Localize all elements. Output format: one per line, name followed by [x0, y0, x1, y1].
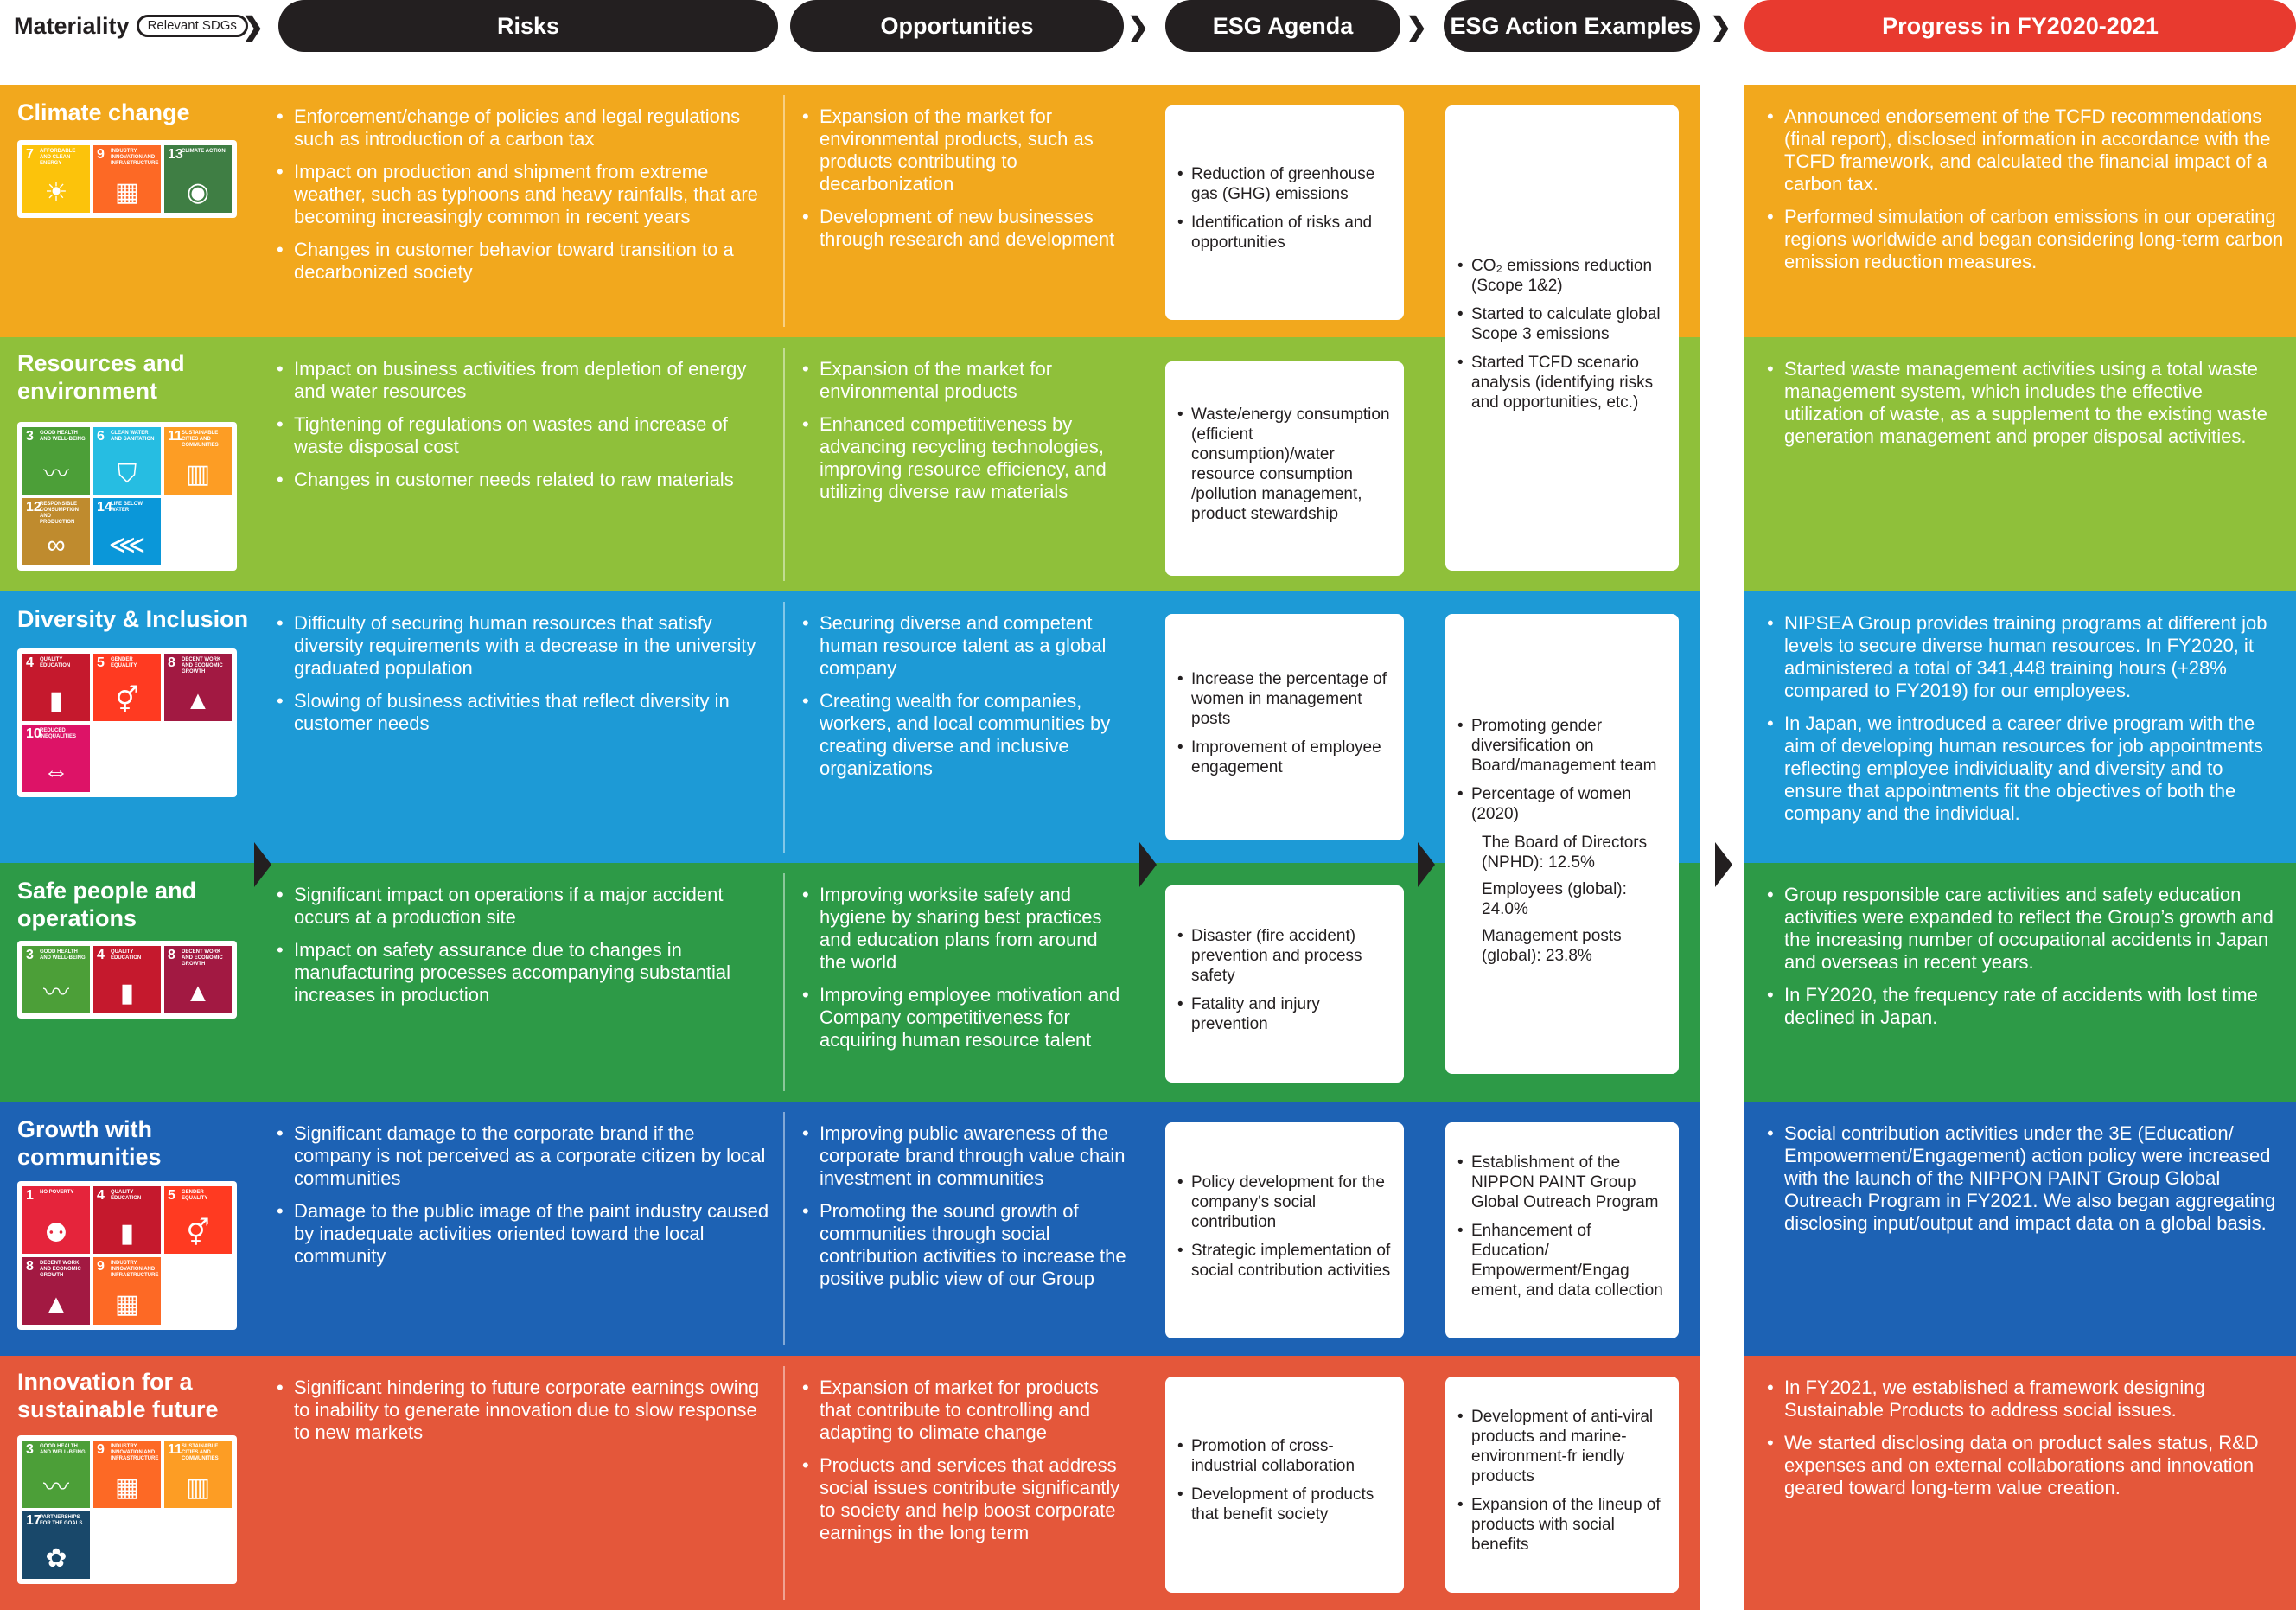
gender-icon: ⚥ — [115, 687, 139, 715]
sdg-icons — [17, 1435, 237, 1584]
risks-list — [275, 1122, 769, 1278]
progress-list — [1765, 1122, 2284, 1245]
progress-list — [1765, 1377, 2284, 1510]
opportunities-list — [800, 1377, 1127, 1555]
risks-list — [275, 884, 769, 1017]
opportunity-item: • Products and services that address social issues contribute significantly to society and help boost corporate earnings in the long term — [800, 1454, 1127, 1544]
agenda-item: • Fatality and injury prevention — [1177, 994, 1392, 1034]
column-separator — [783, 1366, 785, 1600]
sdg-number: 8 — [168, 948, 175, 962]
sdg-number: 3 — [26, 948, 34, 962]
sdg-number: 8 — [26, 1259, 34, 1274]
opportunities-list — [800, 884, 1127, 1062]
sdg-number: 5 — [97, 655, 105, 670]
sdg-goal-14-icon — [93, 498, 161, 565]
risk-item: • Slowing of business activities that reflect diversity in customer needs — [275, 690, 769, 735]
sdg-goal-3-icon — [22, 1441, 90, 1508]
sdg-goal-6-icon — [93, 427, 161, 495]
sdg-label: SUSTAINABLE CITIES AND COMMUNITIES — [182, 431, 219, 448]
relevant-sdgs-pill: Relevant SDGs — [137, 15, 248, 37]
chevron-right-icon: ❯ — [1406, 13, 1428, 42]
esg-examples-environment-card — [1445, 105, 1679, 571]
esg-examples-header: ESG Action Examples — [1444, 0, 1700, 52]
chevron-right-icon: ❯ — [1127, 13, 1150, 42]
sdg-goal-9-icon — [93, 1441, 161, 1508]
risks-header: Risks — [278, 0, 778, 52]
sdg-goal-8-icon — [164, 654, 232, 721]
example-item: • Development of anti-viral products and marine-environment-fr iendly products — [1457, 1407, 1667, 1486]
chevron-right-icon: ❯ — [242, 13, 265, 42]
sdg-label: QUALITY EDUCATION — [111, 1190, 142, 1201]
risk-item: • Significant damage to the corporate brand if the company is not perceived as a corporate citizen by local communities — [275, 1122, 769, 1190]
sdg-goal-11-icon — [164, 427, 232, 495]
sdg-goal-4-icon — [22, 654, 90, 721]
flower-icon: ✿ — [45, 1544, 67, 1573]
sdg-icons — [17, 941, 237, 1019]
materiality-title: Resources and environment — [17, 350, 185, 404]
esg-agenda-card — [1165, 885, 1404, 1083]
risks-list — [275, 358, 769, 502]
sdg-label: GENDER EQUALITY — [182, 1190, 208, 1201]
sdg-goal-9-icon — [93, 145, 161, 213]
example-item: • Percentage of women (2020) — [1457, 784, 1667, 824]
book-icon: ▮ — [119, 1219, 135, 1248]
agenda-item: • Reduction of greenhouse gas (GHG) emissions — [1177, 164, 1392, 204]
progress-item: • We started disclosing data on product sales status, R&D expenses and on external collaborations and innovation geared toward long-term value creation. — [1765, 1432, 2284, 1499]
cubes-icon: ▦ — [114, 178, 140, 207]
materiality-row — [0, 1102, 1700, 1356]
sdg-label: AFFORDABLE AND CLEAN ENERGY — [40, 149, 76, 166]
sdg-number: 7 — [26, 147, 34, 162]
sdg-goal-11-icon — [164, 1441, 232, 1508]
risks-list — [275, 612, 769, 745]
sdg-number: 8 — [168, 655, 175, 670]
example-item: • Started TCFD scenario analysis (identifying risks and opportunities, etc.) — [1457, 353, 1667, 412]
sdg-number: 14 — [97, 500, 112, 514]
progress-row — [1744, 1356, 2296, 1610]
example-item: • Enhancement of Education/ Empowerment/Engag ement, and data collection — [1457, 1221, 1667, 1300]
materiality-row — [0, 1356, 1700, 1610]
risk-item: • Difficulty of securing human resources that satisfy diversity requirements with a decrease in the university graduated population — [275, 612, 769, 680]
infinity-icon: ∞ — [47, 531, 66, 559]
cubes-icon: ▦ — [114, 1473, 140, 1502]
city-icon: ▥ — [185, 460, 211, 489]
water-drop-icon: ⛉ — [117, 460, 137, 489]
sdg-label: GOOD HEALTH AND WELL-BEING — [40, 431, 86, 442]
sdg-goal-17-icon — [22, 1511, 90, 1579]
sdg-goal-4-icon — [93, 1186, 161, 1254]
materiality-title: Innovation for a sustainable future — [17, 1369, 219, 1422]
sdg-label: REDUCED INEQUALITIES — [40, 728, 77, 739]
opportunity-item: • Expansion of the market for environmental products, such as products contributing to decarbonization — [800, 105, 1127, 195]
sdg-goal-3-icon — [22, 946, 90, 1013]
agenda-item: • Identification of risks and opportunities — [1177, 213, 1392, 252]
materiality-label: Materiality — [14, 12, 130, 39]
sdg-label: SUSTAINABLE CITIES AND COMMUNITIES — [182, 1444, 219, 1461]
sdg-goal-7-icon — [22, 145, 90, 213]
agenda-item: • Strategic implementation of social contribution activities — [1177, 1241, 1392, 1281]
sdg-number: 13 — [168, 147, 183, 162]
progress-row — [1744, 591, 2296, 863]
sdg-goal-12-icon — [22, 498, 90, 565]
risk-item: • Significant impact on operations if a major accident occurs at a production site — [275, 884, 769, 929]
opportunities-list — [800, 105, 1127, 261]
example-item: • CO₂ emissions reduction (Scope 1&2) — [1457, 256, 1667, 296]
opportunity-item: • Securing diverse and competent human resource talent as a global company — [800, 612, 1127, 680]
book-icon: ▮ — [119, 979, 135, 1007]
arrow-right-icon — [254, 842, 271, 887]
sdg-label: CLIMATE ACTION — [182, 149, 226, 154]
sdg-number: 4 — [26, 655, 34, 670]
opportunity-item: • Promoting the sound growth of communities through social contribution activities to increase the positive public view of our Group — [800, 1200, 1127, 1290]
esg-agenda-card — [1165, 1377, 1404, 1593]
opportunity-item: • Creating wealth for companies, workers, and local communities by creating diverse and inclusive organizations — [800, 690, 1127, 780]
risk-item: • Impact on production and shipment from extreme weather, such as typhoons and heavy rainfalls, that are becoming increasingly common in recent years — [275, 161, 769, 228]
progress-item: • Announced endorsement of the TCFD recommendations (final report), disclosed information in accordance with the TCFD framework, and calculated the financial impact of a carbon tax. — [1765, 105, 2284, 195]
sdg-number: 4 — [97, 1188, 105, 1203]
opportunity-item: • Improving public awareness of the corporate brand through value chain investment in communities — [800, 1122, 1127, 1190]
progress-item: • Started waste management activities using a total waste management system, which includes the effective utilization of waste, as a supplement to the existing waste generation management and proper disposal activities. — [1765, 358, 2284, 448]
column-divider — [1700, 52, 1744, 1610]
cubes-icon: ▦ — [114, 1290, 140, 1319]
esg-agenda-card — [1165, 614, 1404, 840]
materiality-title: Climate change — [17, 99, 190, 125]
opportunity-item: • Improving employee motivation and Company competitiveness for acquiring human resource talent — [800, 984, 1127, 1051]
arrow-right-icon — [1139, 842, 1157, 887]
agenda-item: • Promotion of cross-industrial collaboration — [1177, 1436, 1392, 1476]
example-item: • Expansion of the lineup of products with social benefits — [1457, 1495, 1667, 1555]
esg-agenda-header: ESG Agenda — [1165, 0, 1400, 52]
materiality-title: Diversity & Inclusion — [17, 606, 249, 632]
sdg-label: GENDER EQUALITY — [111, 657, 137, 668]
opportunities-list — [800, 612, 1127, 790]
progress-item: • Group responsible care activities and safety education activities were expanded to reflect the Group’s growth and the increasing number of occupational accidents in Japan and overseas in recent years. — [1765, 884, 2284, 974]
sdg-label: INDUSTRY, INNOVATION AND INFRASTRUCTURE — [111, 149, 159, 166]
sdg-label: DECENT WORK AND ECONOMIC GROWTH — [40, 1261, 81, 1278]
agenda-item: • Disaster (fire accident) prevention and process safety — [1177, 926, 1392, 986]
progress-row — [1744, 85, 2296, 337]
opportunities-header: Opportunities — [790, 0, 1124, 52]
sdg-label: DECENT WORK AND ECONOMIC GROWTH — [182, 657, 223, 674]
sdg-label: LIFE BELOW WATER — [111, 502, 143, 513]
example-subitem: The Board of Directors (NPHD): 12.5% — [1482, 833, 1648, 872]
sun-icon: ☀ — [44, 178, 68, 207]
sdg-label: GOOD HEALTH AND WELL-BEING — [40, 949, 86, 961]
materiality-title: Growth with communities — [17, 1116, 162, 1170]
book-icon: ▮ — [48, 687, 64, 715]
arrow-right-icon — [1715, 842, 1732, 887]
sdg-goal-3-icon — [22, 427, 90, 495]
sdg-number: 11 — [168, 1442, 182, 1457]
risks-list — [275, 1377, 769, 1454]
progress-list — [1765, 884, 2284, 1039]
sdg-number: 6 — [97, 429, 105, 444]
progress-row — [1744, 863, 2296, 1102]
sdg-goal-8-icon — [22, 1257, 90, 1325]
sdg-icons — [17, 1181, 237, 1330]
sdg-number: 17 — [26, 1513, 41, 1528]
progress-item: • In FY2020, the frequency rate of accidents with lost time declined in Japan. — [1765, 984, 2284, 1029]
opportunity-item: • Enhanced competitiveness by advancing recycling technologies, improving resource efficiency, and utilizing diverse raw materials — [800, 413, 1127, 503]
progress-row — [1744, 337, 2296, 591]
opportunity-item: • Improving worksite safety and hygiene by sharing best practices and education plans from around the world — [800, 884, 1127, 974]
city-icon: ▥ — [185, 1473, 211, 1502]
progress-item: • NIPSEA Group provides training programs at different job levels to secure diverse human resources. In FY2020, it administered a total of 341,448 training hours (+28% compared to FY2019) for our employees. — [1765, 612, 2284, 702]
heartbeat-icon: 〰 — [43, 460, 69, 489]
sdg-label: QUALITY EDUCATION — [40, 657, 71, 668]
progress-list — [1765, 612, 2284, 835]
sdg-number: 10 — [26, 726, 41, 741]
sdg-goal-9-icon — [93, 1257, 161, 1325]
progress-item: • Performed simulation of carbon emissions in our operating regions worldwide and began considering long-term carbon emission reduction measures. — [1765, 206, 2284, 273]
column-separator — [783, 602, 785, 853]
example-item: • Started to calculate global Scope 3 emissions — [1457, 304, 1667, 344]
progress-list — [1765, 105, 2284, 284]
example-item: • Promoting gender diversification on Board/management team — [1457, 716, 1667, 776]
sdg-number: 3 — [26, 1442, 34, 1457]
opportunities-list — [800, 1122, 1127, 1300]
arrow-right-icon — [1418, 842, 1435, 887]
sdg-number: 1 — [26, 1188, 34, 1203]
progress-row — [1744, 1102, 2296, 1356]
agenda-item: • Improvement of employee engagement — [1177, 738, 1392, 777]
sdg-label: GOOD HEALTH AND WELL-BEING — [40, 1444, 86, 1455]
risk-item: • Damage to the public image of the paint industry caused by inadequate activities oriented toward the local community — [275, 1200, 769, 1268]
opportunity-item: • Expansion of market for products that contribute to controlling and adapting to climate change — [800, 1377, 1127, 1444]
progress-header: Progress in FY2020-2021 — [1744, 0, 2296, 52]
sdg-goal-5-icon — [164, 1186, 232, 1254]
sdg-label: QUALITY EDUCATION — [111, 949, 142, 961]
sdg-goal-4-icon — [93, 946, 161, 1013]
heartbeat-icon: 〰 — [43, 979, 69, 1007]
column-separator — [783, 95, 785, 327]
sdg-label: DECENT WORK AND ECONOMIC GROWTH — [182, 949, 223, 967]
sdg-goal-8-icon — [164, 946, 232, 1013]
family-icon: ⚉ — [44, 1219, 68, 1248]
example-item: • Establishment of the NIPPON PAINT Group Global Outreach Program — [1457, 1153, 1667, 1212]
sdg-number: 9 — [97, 1259, 105, 1274]
esg-agenda-card — [1165, 105, 1404, 320]
example-subitem: Management posts (global): 23.8% — [1482, 926, 1622, 965]
sdg-number: 3 — [26, 429, 34, 444]
opportunity-item: • Expansion of the market for environmental products — [800, 358, 1127, 403]
column-separator — [783, 348, 785, 581]
sdg-number: 4 — [97, 948, 105, 962]
opportunity-item: • Development of new businesses through research and development — [800, 206, 1127, 251]
esg-agenda-card — [1165, 361, 1404, 576]
sdg-goal-13-icon — [164, 145, 232, 213]
chevron-right-icon: ❯ — [1710, 13, 1732, 42]
agenda-item: • Waste/energy consumption (efficient consumption)/water resource consumption /pollution management, product stewardship — [1177, 405, 1392, 524]
risk-item: • Tightening of regulations on wastes and increase of waste disposal cost — [275, 413, 769, 458]
risk-item: • Impact on business activities from depletion of energy and water resources — [275, 358, 769, 403]
sdg-icons — [17, 422, 237, 571]
materiality-title: Safe people and operations — [17, 878, 197, 931]
sdg-label: INDUSTRY, INNOVATION AND INFRASTRUCTURE — [111, 1444, 159, 1461]
materiality-header — [14, 0, 248, 52]
sdg-label: NO POVERTY — [40, 1190, 74, 1195]
growth-chart-icon: ▲ — [185, 687, 211, 715]
opportunities-list — [800, 358, 1127, 514]
eye-globe-icon: ◉ — [186, 178, 210, 207]
sdg-number: 11 — [168, 429, 182, 444]
progress-item: • In FY2021, we established a framework designing Sustainable Products to address social issues. — [1765, 1377, 2284, 1422]
column-separator — [783, 873, 785, 1091]
growth-chart-icon: ▲ — [185, 979, 211, 1007]
esg-examples-people-card — [1445, 614, 1679, 1074]
esg-agenda-card — [1165, 1122, 1404, 1338]
risk-item: • Enforcement/change of policies and legal regulations such as introduction of a carbon tax — [275, 105, 769, 150]
heartbeat-icon: 〰 — [43, 1473, 69, 1502]
agenda-item: • Policy development for the company's social contribution — [1177, 1172, 1392, 1232]
agenda-item: • Increase the percentage of women in management posts — [1177, 669, 1392, 729]
column-separator — [783, 1112, 785, 1345]
example-subitem: Employees (global): 24.0% — [1482, 879, 1627, 918]
sdg-number: 12 — [26, 500, 41, 514]
esg-examples-card — [1445, 1377, 1679, 1593]
risk-item: • Significant hindering to future corporate earnings owing to inability to generate innovation due to slow response to new markets — [275, 1377, 769, 1444]
growth-chart-icon: ▲ — [43, 1290, 69, 1319]
sdg-label: CLEAN WATER AND SANITATION — [111, 431, 155, 442]
risk-item: • Changes in customer behavior toward transition to a decarbonized society — [275, 239, 769, 284]
sdg-number: 9 — [97, 1442, 105, 1457]
sdg-goal-10-icon — [22, 725, 90, 792]
agenda-item: • Development of products that benefit society — [1177, 1485, 1392, 1524]
risks-list — [275, 105, 769, 294]
sdg-number: 5 — [168, 1188, 175, 1203]
esg-examples-card — [1445, 1122, 1679, 1338]
sdg-goal-1-icon — [22, 1186, 90, 1254]
sdg-goal-5-icon — [93, 654, 161, 721]
sdg-label: RESPONSIBLE CONSUMPTION AND PRODUCTION — [40, 502, 79, 525]
sdg-label: INDUSTRY, INNOVATION AND INFRASTRUCTURE — [111, 1261, 159, 1278]
progress-item: • In Japan, we introduced a career drive program with the aim of developing human resources for job appointments reflecting employee individuality and diversity and to ensure that appointments fit the objectives of both the company and the individual. — [1765, 712, 2284, 825]
gender-icon: ⚥ — [186, 1219, 210, 1248]
sdg-icons — [17, 648, 237, 797]
progress-item: • Social contribution activities under the 3E (Education/ Empowerment/Engagement) action policy were increased with the launch of the NIPPON PAINT Group Global Outreach Program in FY2021. We also began aggregating disclosing input/output and impact data on a global basis. — [1765, 1122, 2284, 1235]
sdg-label: PARTNERSHIPS FOR THE GOALS — [40, 1515, 83, 1526]
fish-icon: ⋘ — [108, 531, 146, 559]
sdg-icons — [17, 140, 237, 218]
equality-icon: ⇔ — [43, 757, 69, 786]
progress-list — [1765, 358, 2284, 458]
risk-item: • Changes in customer needs related to raw materials — [275, 469, 769, 491]
sdg-number: 9 — [97, 147, 105, 162]
risk-item: • Impact on safety assurance due to changes in manufacturing processes accompanying substantial increases in production — [275, 939, 769, 1006]
